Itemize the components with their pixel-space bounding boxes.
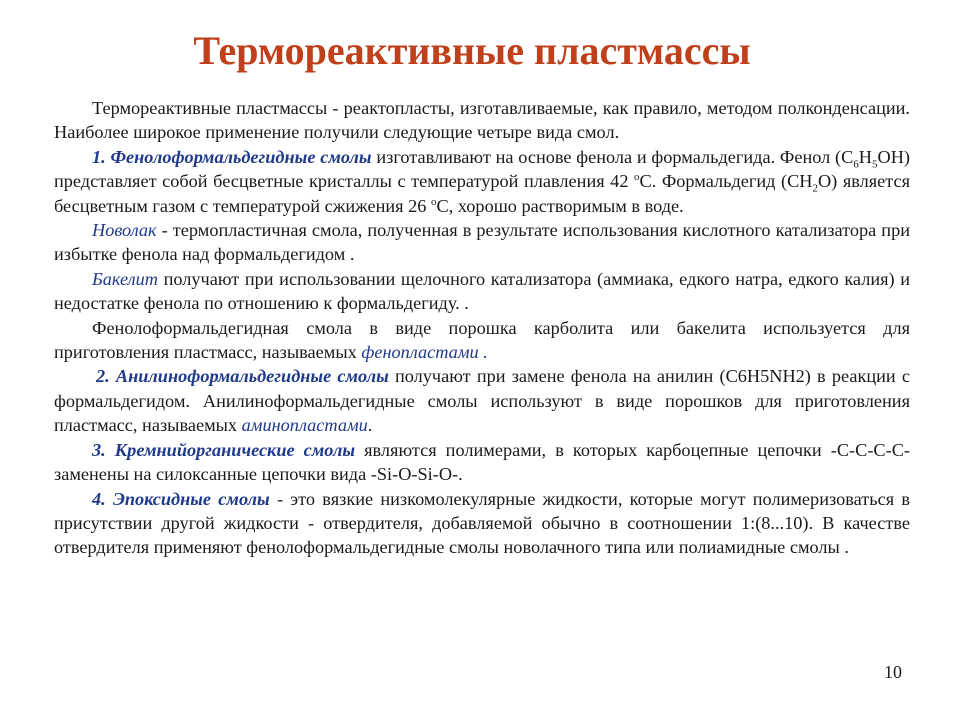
page-number: 10 [884, 662, 902, 682]
paragraph-phenoplasts [54, 316, 910, 365]
paragraph-phenol-resins [54, 145, 910, 218]
phenol-sup-1: о [634, 171, 640, 184]
novolak-text: - термопластичная смола, полученная в результате использования кислотного катализатора при избытке фенола над формальдегидом . [54, 220, 910, 265]
phenol-sub-2: 5 [872, 158, 878, 171]
aniline-tail: . [367, 415, 373, 436]
bakelite-text: получают при использовании щелочного катализатора (аммиака, едкого натра, едкого калия) и недостатке фенола по отношению к формальдегиду. . [54, 268, 910, 314]
term-phenoplasts: фенопластами . [361, 342, 488, 363]
slide-body [54, 96, 910, 560]
paragraph-epoxy-resins [54, 487, 910, 560]
term-bakelite: Бакелит [92, 268, 158, 289]
phenol-text-6: С, хорошо растворимым в воде. [436, 195, 684, 216]
phenoplasts-text: Фенолоформальдегидная смола в виде порошка карболита или бакелита используется для приготовления пластмасс, называемых [54, 317, 910, 363]
paragraph-bakelite [54, 267, 910, 316]
term-epoxy: 4. Эпоксидные смолы [92, 488, 270, 509]
term-organosilicon: 3. Кремнийорганические смолы [92, 439, 356, 460]
paragraph-novolak [54, 218, 910, 267]
paragraph-aniline-resins [54, 364, 910, 437]
aniline-text: получают при замене фенола на анилин (С6Н5NН2) в реакции с формальдегидом. Анилиноформальдегидные смолы используют в виде порошков для приготовления пластмасс, называемых [54, 366, 910, 436]
epoxy-text: - это вязкие низкомолекулярные жидкости, которые могут полимеризоваться в присутствии другой жидкости - отвердителя, добавляемой обычно в соотношении 1:(8...10). В качестве отвердителя применяют фенолоформальдегидные смолы новолачного типа или полиамидные смолы . [54, 488, 910, 558]
term-phenol-formaldehyde: 1. Фенолоформальдегидные смолы [92, 146, 372, 167]
phenol-text-5: О) является бесцветным газом с температурой сжижения 26 [54, 171, 911, 216]
paragraph-intro [54, 96, 910, 145]
phenol-sup-2: о [431, 195, 437, 208]
phenol-text-4: С. Формальдегид (СН [639, 171, 813, 192]
paragraph-silicone-resins [54, 438, 910, 487]
intro-text: Термореактивные пластмассы - реактопласты, изготавливаемые, как правило, методом полконденсации. Наиболее широкое применение получили следующие четыре вида смол. [54, 98, 910, 143]
phenol-sub-3: 2 [812, 182, 818, 195]
term-aniline-formaldehyde: 2. Анилиноформальдегидные смолы [96, 366, 389, 387]
term-aminoplasts: аминопластами [241, 415, 368, 436]
term-novolak: Новолак [92, 220, 157, 241]
phenol-sub-1: 6 [853, 158, 859, 171]
silicone-text: являются полимерами, в которых карбоцепные цепочки -С-С-С-С- заменены на силоксанные цепочки вида -Si-O-Si-O-. [54, 439, 910, 485]
slide-title: Термореактивные пластмассы [193, 28, 751, 73]
phenol-text-3: ОН) представляет собой бесцветные кристаллы с температурой плавления 42 [54, 146, 910, 192]
phenol-text-1: изготавливают на основе фенола и формальдегида. Фенол (С [371, 146, 854, 167]
phenol-text-2: Н [858, 146, 872, 167]
